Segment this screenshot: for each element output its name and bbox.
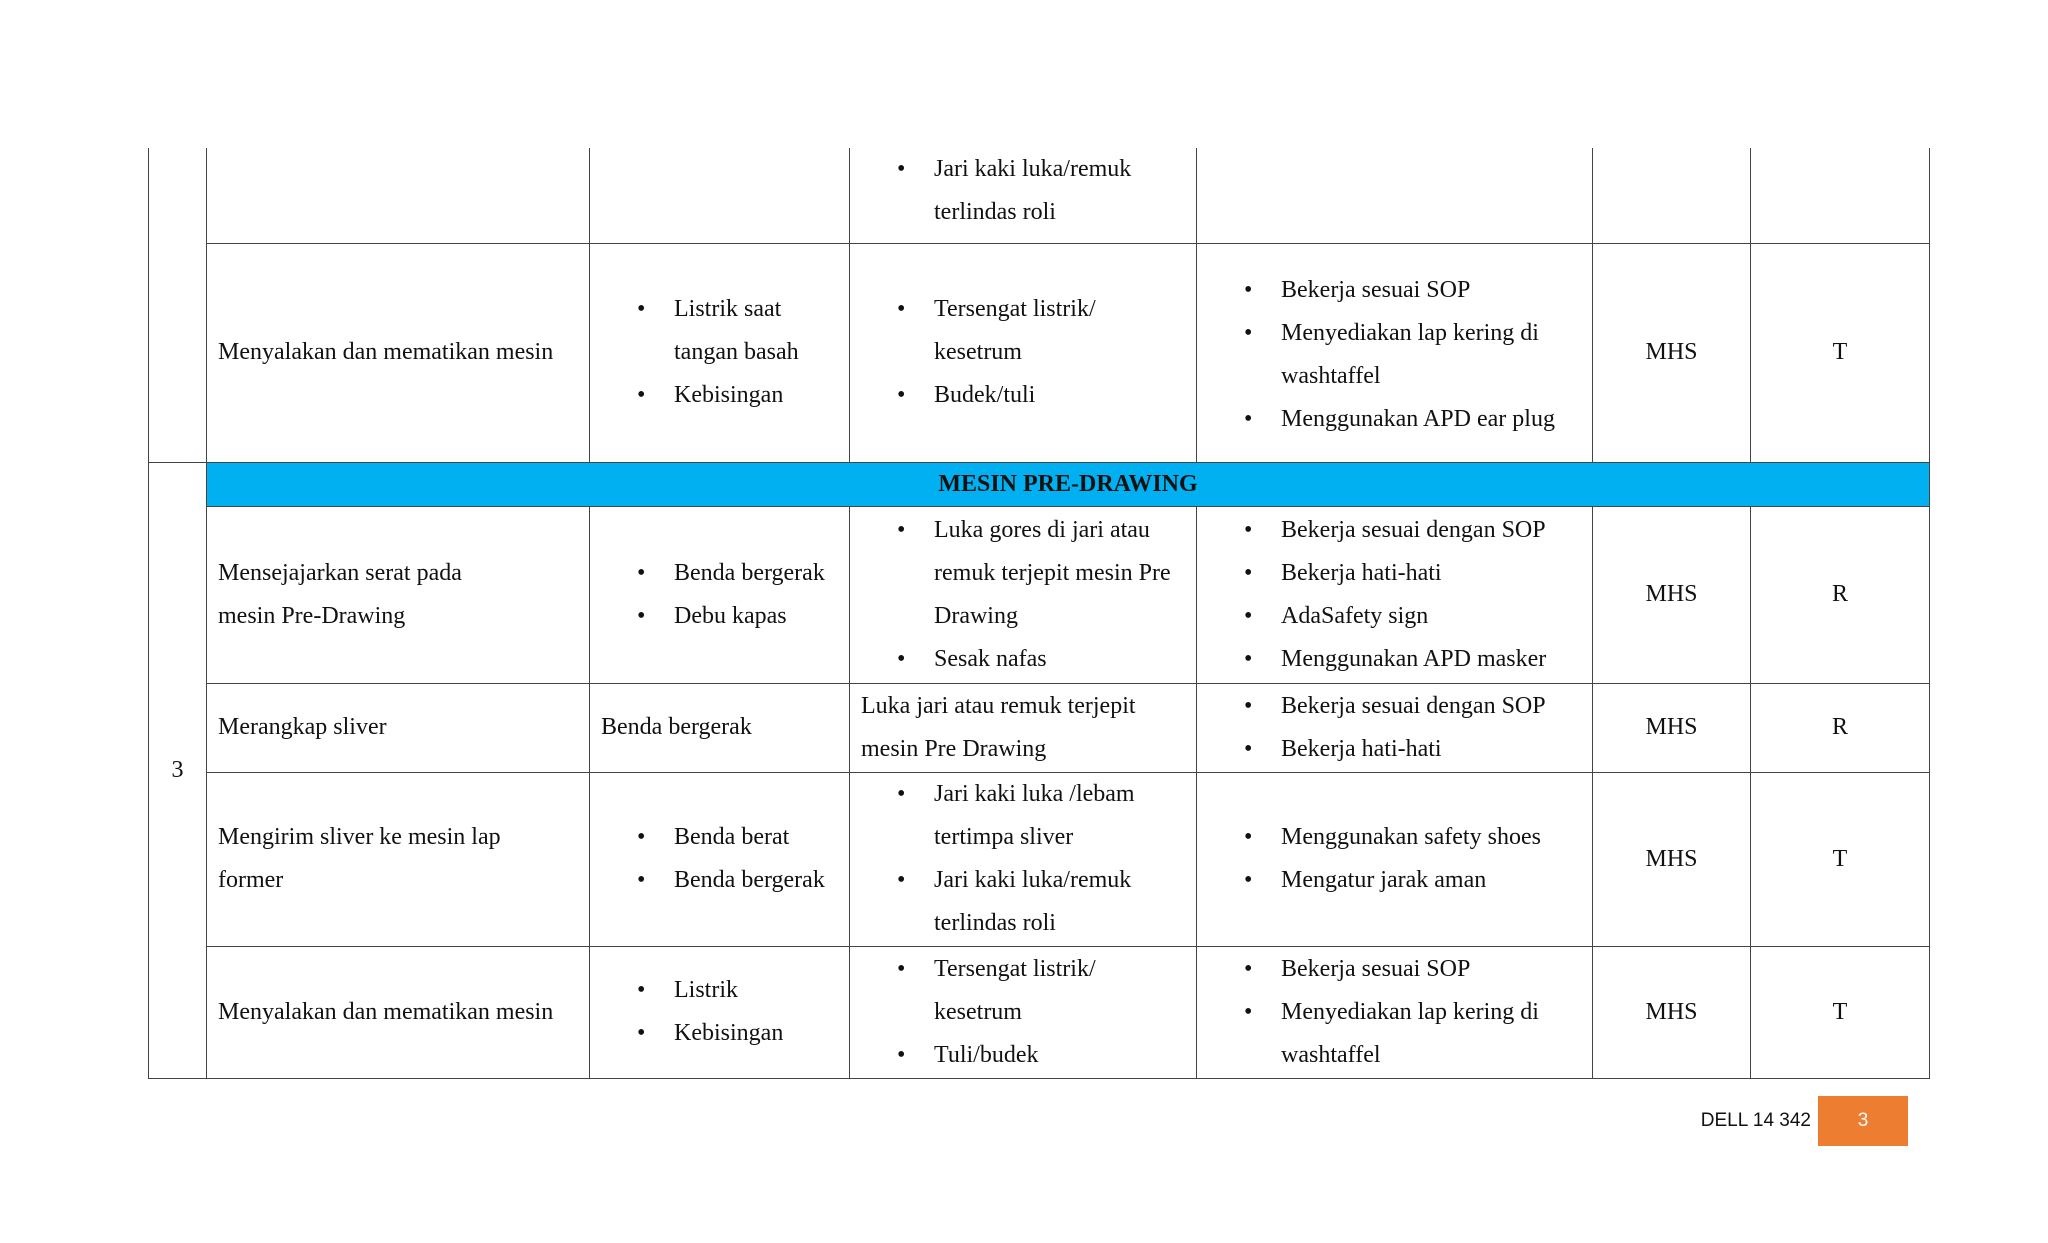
activity-cell: Merangkap sliver	[207, 683, 590, 772]
section-number: 3	[149, 462, 207, 1078]
risk-assessment-table	[148, 148, 1930, 1079]
list-item: • Mengatur jarak aman	[1208, 859, 1581, 902]
effects-list	[861, 148, 1185, 234]
effect-cell: Luka jari atau remuk terjepit mesin Pre Drawing	[850, 683, 1197, 772]
pic-cell: MHS	[1593, 506, 1751, 683]
hazard-cell	[590, 772, 850, 946]
list-item: • Tuli/budek	[861, 1034, 1185, 1077]
list-item: • Benda bergerak	[601, 859, 838, 902]
effect-cell	[850, 506, 1197, 683]
list-item: • Luka gores di jari atau remuk terjepit mesin Pre Drawing	[861, 509, 1185, 638]
list-item: • Menyediakan lap kering di washtaffel	[1208, 991, 1581, 1077]
list-item: • Sesak nafas	[861, 638, 1185, 681]
control-cell	[1197, 683, 1593, 772]
list-item: • AdaSafety sign	[1208, 595, 1581, 638]
status-cell: R	[1751, 506, 1930, 683]
hazard-cell	[590, 946, 850, 1078]
list-item: • Menggunakan APD masker	[1208, 638, 1581, 681]
list-item: • Bekerja sesuai dengan SOP	[1208, 685, 1581, 728]
status-cell: T	[1751, 946, 1930, 1078]
list-item: • Jari kaki luka/remuk terlindas roli	[861, 859, 1185, 945]
table-row	[149, 683, 1930, 772]
activity-cell: Menyalakan dan mematikan mesin	[207, 243, 590, 462]
list-item: • Listrik	[601, 969, 838, 1012]
pic-cell: MHS	[1593, 243, 1751, 462]
list-item: • Menggunakan APD ear plug	[1208, 398, 1581, 441]
list-item: • Benda berat	[601, 816, 838, 859]
list-item: • Debu kapas	[601, 595, 838, 638]
hazard-cell	[590, 506, 850, 683]
hazard-cell	[590, 243, 850, 462]
pic-cell: MHS	[1593, 683, 1751, 772]
status-cell: T	[1751, 243, 1930, 462]
control-cell	[1197, 506, 1593, 683]
list-item: • Menggunakan safety shoes	[1208, 816, 1581, 859]
list-item: • Jari kaki luka/remuk terlindas roli	[861, 148, 1185, 234]
hazard-cell: Benda bergerak	[590, 683, 850, 772]
number-cell-empty	[149, 148, 207, 462]
activity-cell: Mengirim sliver ke mesin lap former	[207, 772, 590, 946]
effect-cell	[850, 243, 1197, 462]
footer-label: DELL 14 342	[1700, 1110, 1811, 1131]
table-row	[149, 946, 1930, 1078]
table-row	[149, 243, 1930, 462]
list-item: • Bekerja hati-hati	[1208, 552, 1581, 595]
list-item: • Listrik saat tangan basah	[601, 288, 838, 374]
table-row	[149, 148, 1930, 243]
effect-cell	[850, 946, 1197, 1078]
effect-cell	[850, 772, 1197, 946]
control-cell	[1197, 772, 1593, 946]
list-item: • Jari kaki luka /lebam tertimpa sliver	[861, 773, 1185, 859]
list-item: • Tersengat listrik/ kesetrum	[861, 948, 1185, 1034]
list-item: • Bekerja sesuai SOP	[1208, 269, 1581, 312]
activity-cell: Mensejajarkan serat pada mesin Pre-Drawing	[207, 506, 590, 683]
list-item: • Benda bergerak	[601, 552, 838, 595]
pic-cell: MHS	[1593, 946, 1751, 1078]
control-cell	[1197, 243, 1593, 462]
pic-cell: MHS	[1593, 772, 1751, 946]
page-number: 3	[1818, 1096, 1908, 1146]
section-title: MESIN PRE-DRAWING	[207, 462, 1930, 506]
list-item: • Menyediakan lap kering di washtaffel	[1208, 312, 1581, 398]
list-item: • Tersengat listrik/ kesetrum	[861, 288, 1185, 374]
status-cell: T	[1751, 772, 1930, 946]
activity-cell: Menyalakan dan mematikan mesin	[207, 946, 590, 1078]
list-item: • Kebisingan	[601, 1012, 838, 1055]
table-row	[149, 506, 1930, 683]
section-header-row	[149, 462, 1930, 506]
list-item: • Budek/tuli	[861, 374, 1185, 417]
table-row	[149, 772, 1930, 946]
list-item: • Bekerja sesuai dengan SOP	[1208, 509, 1581, 552]
list-item: • Bekerja sesuai SOP	[1208, 948, 1581, 991]
list-item: • Kebisingan	[601, 374, 838, 417]
status-cell: R	[1751, 683, 1930, 772]
control-cell	[1197, 946, 1593, 1078]
list-item: • Bekerja hati-hati	[1208, 728, 1581, 771]
